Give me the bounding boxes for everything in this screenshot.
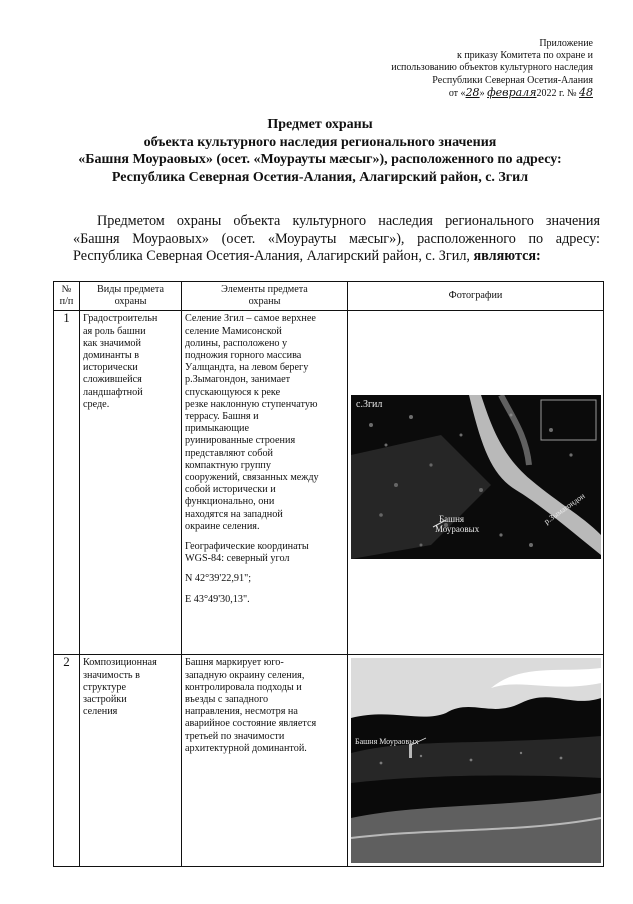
date-separator: » [479,87,488,99]
element-line: западную окраину селения, [185,669,305,681]
table-row [54,655,604,867]
type-line: значимость в [83,669,140,681]
element-line: находятся на западной [185,508,283,520]
title-line-2: объекта культурного наследия регионального значения [143,134,497,150]
date-prefix: от « [448,87,466,99]
coordinates-line: Географические координаты [185,541,309,553]
type-line: как значимой [83,337,141,349]
element-line: Уалщандта, на левом берегу [185,362,309,374]
header-type [80,282,182,311]
header-number-line-1: № [61,284,72,295]
element-line: долины, расположено у [185,337,288,349]
appendix-header [293,38,593,100]
row-number: 2 [54,655,80,867]
header-type-line-2: охраны [114,296,147,308]
element-line: компактную группу [185,459,271,471]
document-title [30,116,610,186]
header-elements [182,282,348,311]
header-type-line-1: Виды предмета [96,284,164,295]
appendix-date-line [293,87,593,100]
document-number: 48 [579,85,593,99]
row-elements-cell [182,655,348,867]
type-line: застройки [83,694,127,706]
intro-line-3 [73,248,600,266]
element-line: сооружений, связанных между [185,472,319,484]
header-elements-line-1: Элементы предмета [221,284,308,295]
label-tower: Башня Моураовых [355,737,419,747]
type-line: сложившейся [83,374,142,386]
date-year: 2022 г. № [536,87,579,99]
row-number: 1 [54,311,80,655]
intro-paragraph [73,213,600,266]
element-line: аварийное состояние является [185,718,317,730]
table-header-row [54,282,604,311]
intro-line-2: «Башня Моураовых» (осет. «Моурауты мæсыг»), расположенного по адресу: [73,230,600,247]
appendix-line-republic: Республики Северная Осетия-Алания [432,74,593,86]
date-month: февраля [487,85,537,99]
row-type-cell [80,311,182,655]
element-line: спускающуюся к реке [185,386,281,398]
table-row [54,311,604,655]
row-elements-cell [182,311,348,655]
title-line-3: «Башня Моураовых» (осет. «Моурауты мæсыг»), расположенного по адресу: [78,152,562,167]
element-line: контролировала подходы и [185,681,302,693]
element-line: примыкающие [185,423,250,435]
protection-subject-table [53,281,604,867]
element-line: архитектурной доминантой. [185,742,307,754]
landscape-photo-tower [351,658,601,863]
header-photos: Фотографии [348,282,604,311]
label-tower-line-1: Башня [439,514,465,525]
element-line: руинированные строения [185,435,296,447]
type-line: ая роль башни [83,325,146,337]
appendix-line-committee: использованию объектов культурного наследия [391,62,593,74]
intro-line-1: Предметом охраны объекта культурного наследия регионального значения [97,213,600,229]
element-line: въезды с западного [185,694,269,706]
type-line: ландшафтной [83,386,143,398]
type-line: доминанты в [83,350,140,362]
element-line: селение Мамисонской [185,325,282,337]
element-line: функционально, они [185,496,275,508]
type-line: Градостроительн [83,313,158,325]
coordinates-description [185,541,344,565]
label-tower-line-2: Моураовых [435,524,480,535]
element-line: третьей по значимости [185,730,285,742]
intro-bold-text: являются: [469,248,541,264]
coordinate-north: N 42°39'22,91"; [185,573,252,585]
element-line: р.Зымагондон, занимает [185,374,291,386]
row-type-cell [80,655,182,867]
element-line: резке наклонную ступенчатую [185,398,318,410]
type-line: структуре [83,681,126,693]
header-number [54,282,80,311]
appendix-line-order: к приказу Комитета по охране и [456,50,593,62]
photo-cell [348,655,604,867]
title-line-4: Республика Северная Осетия-Алания, Алагирский район, с. Згил [111,169,529,185]
type-line: селения [83,706,118,718]
element-line: окраине селения. [185,520,260,532]
intro-line-3-text: Республика Северная Осетия-Алания, Алагирский район, с. Згил, [73,248,470,264]
coordinates-line: WGS-84: северный угол [185,553,290,565]
element-line: собой исторически и [185,484,276,496]
coordinate-east: E 43°49'30,13". [185,593,250,605]
title-line-1: Предмет охраны [267,117,373,132]
label-village: с.Згил [356,399,383,411]
element-line: Башня маркирует юго- [185,657,284,669]
type-line: исторически [83,362,138,374]
element-line: представляют собой [185,447,274,459]
photo-cell [348,311,604,655]
header-number-line-2: п/п [59,296,74,308]
header-elements-line-2: охраны [248,296,281,308]
type-line: Композиционная [83,657,157,669]
date-day: 28 [465,85,480,99]
aerial-photo-village [351,395,601,559]
appendix-title: Приложение [539,38,593,49]
element-line: направления, несмотря на [185,706,298,718]
label-river: р.Зымагондон [542,491,587,527]
type-line: среде. [83,398,110,410]
element-line: террасу. Башня и [185,411,259,423]
element-line: Селение Згил – самое верхнее [185,313,316,325]
element-line: подножия горного массива [185,350,302,362]
landscape-photo-graphic [351,658,601,863]
